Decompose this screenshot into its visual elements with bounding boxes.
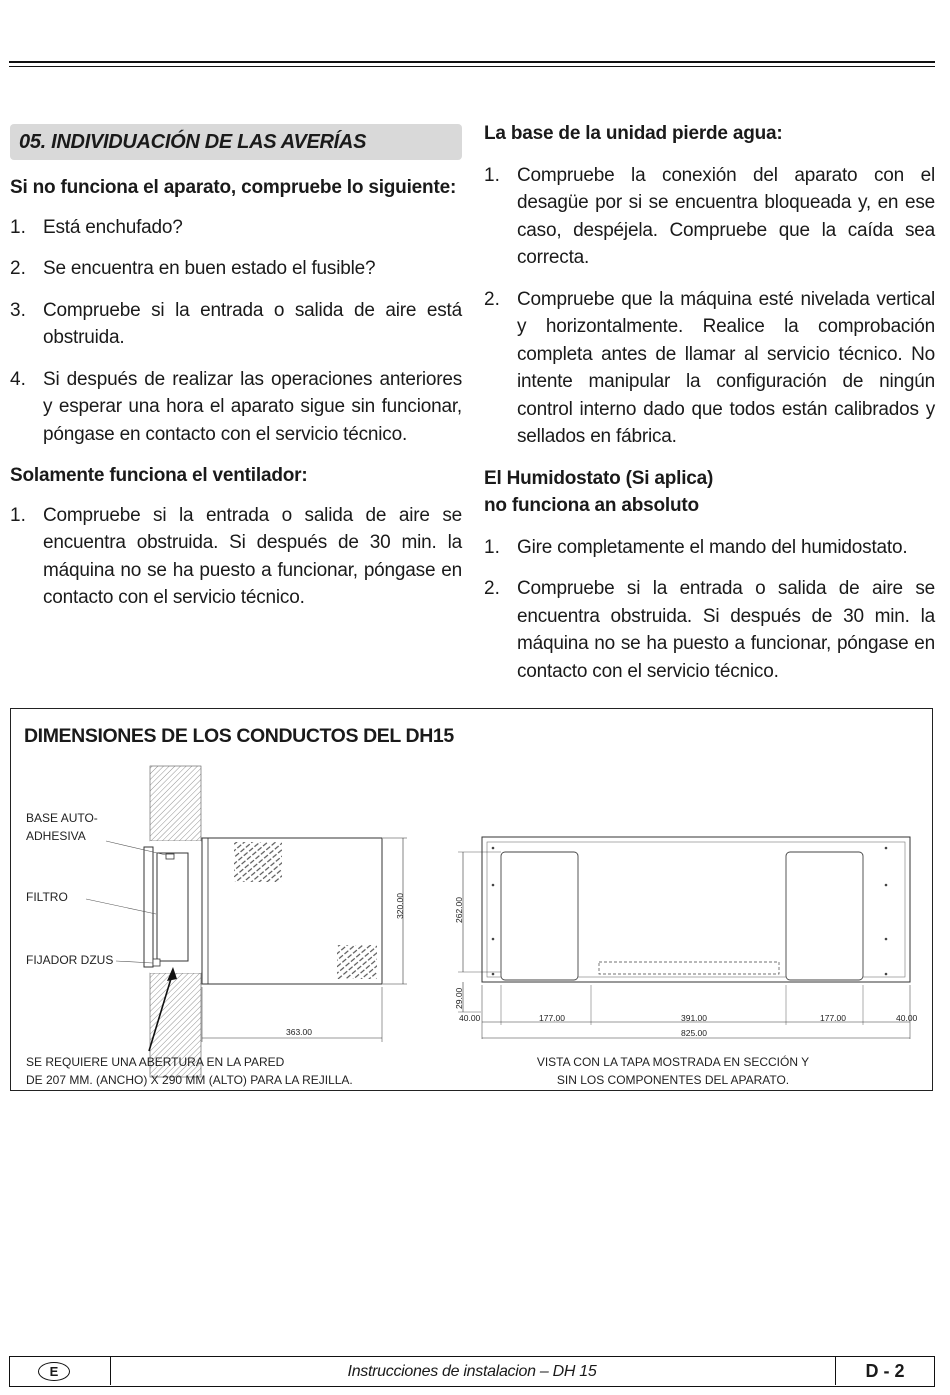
item-number: 2. <box>484 578 500 599</box>
list-item <box>10 214 462 242</box>
list-item <box>484 286 935 451</box>
side-depth-dim: 363.00 <box>286 1027 312 1037</box>
item-number: 1. <box>10 216 26 238</box>
group-title-humidostat <box>484 465 935 520</box>
item-number: 1. <box>484 164 500 186</box>
dzus-fastener <box>153 959 160 966</box>
front-panel-left <box>501 852 578 980</box>
width-d-dim: 177.00 <box>820 1013 846 1023</box>
top-rule-thin <box>9 66 935 67</box>
width-a-dim: 40.00 <box>459 1013 481 1023</box>
grille-frame <box>144 847 153 967</box>
technical-drawing <box>11 709 931 1089</box>
item-text: Está enchufado? <box>43 216 183 238</box>
item-text: Se encuentra en buen estado el fusible? <box>43 258 376 279</box>
list-not-working <box>10 214 462 449</box>
right-column <box>484 120 935 699</box>
item-number: 1. <box>484 536 500 558</box>
list-humidostat <box>484 534 935 686</box>
item-text: Gire completamente el mando del humidostato. <box>517 536 908 558</box>
front-height2-dim: 29.00 <box>454 987 464 1009</box>
list-item <box>484 575 935 685</box>
filter <box>157 853 188 961</box>
note-left-line2: DE 207 MM. (ANCHO) X 290 MM (ALTO) PARA LA REJILLA. <box>26 1073 353 1087</box>
duct-dimensions-figure <box>10 708 933 1091</box>
item-text: Compruebe si la entrada o salida de aire se encuentra obstruida. Si después de 30 min. la máquina no se ha puesto a funcionar, póngase en contacto con el servicio técnico. <box>43 504 462 608</box>
page-number: D - 2 <box>835 1357 934 1385</box>
item-text: Si después de realizar las operaciones anteriores y esperar una hora el aparato sigue sin funcionar, póngase en contacto con el servicio técnico. <box>43 368 462 445</box>
group-title-not-working: Si no funciona el aparato, compruebe lo siguiente: <box>10 177 457 198</box>
base-adhesive <box>166 854 174 859</box>
list-item <box>484 534 935 562</box>
item-number: 3. <box>10 299 26 321</box>
note-left-line1: SE REQUIERE UNA ABERTURA EN LA PARED <box>26 1055 285 1069</box>
language-badge <box>10 1357 111 1385</box>
group-title-line: no funciona an absoluto <box>484 495 699 516</box>
item-text: Compruebe la conexión del aparato con el desagüe por si se encuentra bloqueada y, en ese caso, despéjela. Compruebe que la caída sea correcta. <box>517 164 935 268</box>
item-number: 2. <box>10 258 26 279</box>
list-item <box>10 255 462 283</box>
width-e-dim: 40.00 <box>896 1013 918 1023</box>
group-title-water-leak: La base de la unidad pierde agua: <box>484 123 783 144</box>
label-fastener: FIJADOR DZUS <box>26 953 114 967</box>
list-fan-only <box>10 502 462 612</box>
note-right-line2: SIN LOS COMPONENTES DEL APARATO. <box>556 1073 790 1087</box>
list-water-leak <box>484 162 935 451</box>
figure-title: DIMENSIONES DE LOS CONDUCTOS DEL DH15 <box>24 725 454 747</box>
list-item <box>10 366 462 449</box>
width-total-dim: 825.00 <box>681 1028 707 1038</box>
footer <box>9 1356 935 1387</box>
grille-lower <box>337 945 377 979</box>
side-height-dim: 320.00 <box>395 893 405 919</box>
footer-title: Instrucciones de instalacion – DH 15 <box>347 1363 597 1380</box>
list-item <box>10 297 462 352</box>
item-number: 1. <box>10 504 26 526</box>
language-code: E <box>38 1362 70 1381</box>
group-title-fan-only: Solamente funciona el ventilador: <box>10 465 308 486</box>
grille-upper <box>234 842 282 882</box>
top-rule <box>9 61 935 63</box>
item-text: Compruebe si la entrada o salida de aire se encuentra obstruida. Si después de 30 min. la máquina no se ha puesto a funcionar, póngase en contacto con el servicio técnico. <box>517 578 935 682</box>
note-right-line1: VISTA CON LA TAPA MOSTRADA EN SECCIÓN Y <box>536 1055 810 1069</box>
item-number: 4. <box>10 368 26 390</box>
label-base-line2: ADHESIVA <box>26 829 86 843</box>
list-item <box>10 502 462 612</box>
width-c-dim: 391.00 <box>681 1013 707 1023</box>
section-title: 05. INDIVIDUACIÓN DE LAS AVERÍAS <box>10 124 462 160</box>
item-number: 2. <box>484 288 500 310</box>
group-title-line: El Humidostato (Si aplica) <box>484 467 714 489</box>
item-text: Compruebe que la máquina esté nivelada vertical y horizontalmente. Realice la comprobación completa antes de llamar al servicio técnico. No intente manipular la configuración de ningún control interno dado que todos están calibrados y sellados en fábrica. <box>517 288 935 447</box>
wall-upper <box>150 766 201 841</box>
width-b-dim: 177.00 <box>539 1013 565 1023</box>
front-panel-right <box>786 852 863 980</box>
label-base-line1: BASE AUTO- <box>26 811 98 825</box>
list-item <box>484 162 935 272</box>
front-height1-dim: 262.00 <box>454 897 464 923</box>
item-text: Compruebe si la entrada o salida de aire está obstruida. <box>43 299 462 348</box>
left-column <box>10 120 462 626</box>
label-filter: FILTRO <box>26 890 68 904</box>
